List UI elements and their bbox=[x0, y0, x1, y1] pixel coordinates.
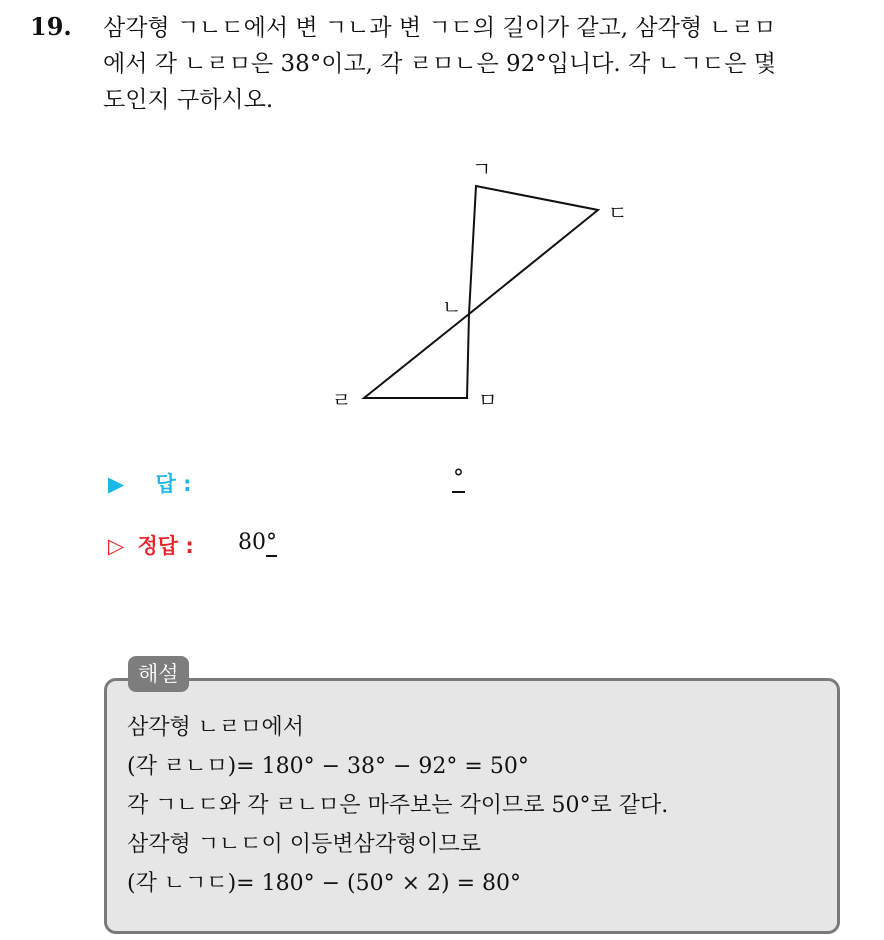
question-line: 도인지 구하시오. bbox=[103, 87, 274, 113]
explanation-text bbox=[127, 708, 668, 903]
question-text bbox=[103, 10, 863, 118]
explanation-line: (각 ㄹㄴㅁ)= 180° − 38° − 92° = 50° bbox=[127, 754, 529, 779]
explanation-line: 삼각형 ㄱㄴㄷ이 이등변삼각형이므로 bbox=[127, 832, 482, 857]
explanation-line: 각 ㄱㄴㄷ와 각 ㄹㄴㅁ은 마주보는 각이므로 50°로 같다. bbox=[127, 793, 669, 818]
vertex-label-mieum: ㅁ bbox=[478, 388, 498, 412]
triangle-upper bbox=[469, 186, 598, 314]
answer-unit: ° bbox=[453, 466, 464, 491]
vertex-label-rieul: ㄹ bbox=[332, 388, 352, 412]
outline-triangle-icon: ▷ bbox=[108, 534, 125, 558]
question-line: 에서 각 ㄴㄹㅁ은 38°이고, 각 ㄹㅁㄴ은 92°입니다. 각 ㄴㄱㄷ은 몇 bbox=[103, 51, 776, 77]
play-icon: ▶ bbox=[108, 472, 125, 496]
triangle-lower bbox=[364, 314, 469, 398]
triangle-figure bbox=[320, 150, 650, 420]
question-line: 삼각형 ㄱㄴㄷ에서 변 ㄱㄴ과 변 ㄱㄷ의 길이가 같고, 삼각형 ㄴㄹㅁ bbox=[103, 15, 776, 41]
solution-label: 정답 : bbox=[137, 534, 194, 558]
solution-number: 80 bbox=[238, 530, 266, 555]
vertex-label-giyeok: ㄱ bbox=[472, 157, 492, 181]
answer-label: 답 : bbox=[155, 472, 192, 496]
vertex-label-digeut: ㄷ bbox=[608, 201, 628, 225]
explanation-tag: 해설 bbox=[128, 656, 189, 692]
solution-row bbox=[108, 530, 194, 560]
answer-row bbox=[108, 468, 191, 498]
explanation-line: 삼각형 ㄴㄹㅁ에서 bbox=[127, 715, 305, 740]
solution-value bbox=[238, 530, 277, 555]
vertex-label-nieun: ㄴ bbox=[442, 295, 462, 319]
answer-blank[interactable] bbox=[452, 466, 465, 491]
explanation-line: (각 ㄴㄱㄷ)= 180° − (50° × 2) = 80° bbox=[127, 871, 521, 896]
question-number: 19. bbox=[30, 12, 72, 41]
solution-unit: ° bbox=[266, 530, 277, 555]
